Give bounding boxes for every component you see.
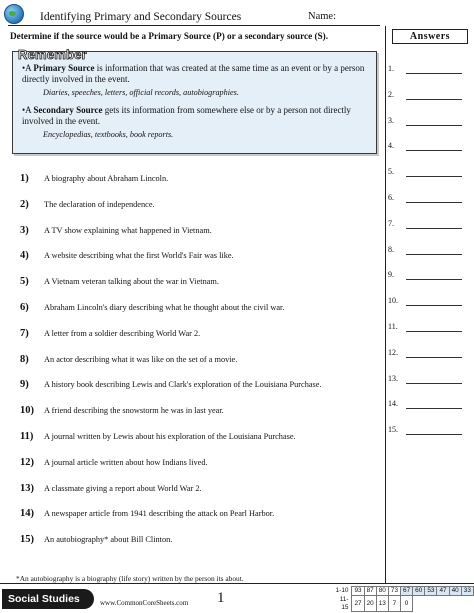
score-range: 11-15 [339,595,349,611]
score-cell: 47 [437,587,449,596]
primary-source-examples: Diaries, speeches, letters, official records, autobiographies. [43,88,239,97]
question-item [20,302,370,316]
score-cell: 53 [425,587,437,596]
question-number: 1) [20,173,29,184]
answer-row [388,296,470,306]
secondary-source-term: Secondary Source [33,105,103,115]
question-text: A classmate giving a report about World War 2. [44,483,202,493]
score-table [334,586,474,612]
question-text: A history book describing Lewis and Clark's exploration of the Louisiana Purchase. [44,380,322,390]
answer-blank[interactable] [406,125,462,126]
answer-row [388,167,470,177]
website-link[interactable]: www.CommonCoreSheets.com [100,599,189,607]
score-cell: 87 [364,587,376,596]
question-number: 4) [20,250,29,262]
score-cell: 7 [388,596,400,612]
question-item [20,405,370,419]
answer-number: 4. [388,141,394,151]
question-text: A journal written by Lewis about his exploration of the Louisiana Purchase. [44,432,296,441]
score-cell: 20 [364,596,376,612]
question-item [20,354,370,368]
question-text: A Vietnam veteran talking about the war in Vietnam. [44,277,219,287]
secondary-source-definition: •A Secondary Source gets its information from somewhere else or by a person not directly involved in the event. [22,105,351,126]
header-divider [8,25,380,26]
answer-row [388,90,470,100]
score-cell: 93 [352,587,364,596]
remember-title: Remember [18,47,87,62]
answer-row [388,245,470,255]
question-text: An actor describing what it was like on the set of a movie. [44,354,238,364]
question-item [20,225,370,239]
question-text: An autobiography* about Bill Clinton. [44,535,173,545]
question-item [20,173,370,187]
score-cell: 60 [413,587,425,596]
answer-number: 9. [388,270,394,280]
secondary-source-examples: Encyclopedias, textbooks, book reports. [43,130,174,139]
answer-number: 1. [388,64,394,73]
question-number: 15) [20,534,34,546]
remember-box [12,47,377,154]
answer-row [388,193,470,203]
question-item [20,199,370,213]
answer-blank[interactable] [406,434,462,435]
question-text: A letter from a soldier describing World War 2. [44,328,201,338]
question-text: A website describing what the first World's Fair was like. [44,251,234,261]
question-text: A friend describing the snowstorm he was in last year. [44,406,224,416]
answer-blank[interactable] [406,383,462,384]
answer-number: 5. [388,167,394,177]
name-label: Name: [308,11,336,22]
answer-row [388,374,470,384]
answer-blank[interactable] [406,279,462,280]
score-cell: 40 [449,587,461,596]
question-item [20,483,370,497]
question-item [20,276,370,290]
question-item [20,457,370,471]
question-number: 2) [20,198,29,210]
question-item [20,534,370,548]
question-text: A newspaper article from 1941 describing the attack on Pearl Harbor. [44,509,275,519]
question-number: 9) [20,379,29,391]
answer-number: 15. [388,425,398,435]
score-row [334,596,474,612]
score-cell: 27 [352,596,364,612]
answer-blank[interactable] [406,202,462,203]
answer-row [388,425,470,435]
answer-row [388,219,470,229]
question-item [20,431,370,445]
answer-row [388,322,470,332]
question-item [20,379,370,393]
question-number: 10) [20,405,34,417]
primary-source-term: Primary Source [33,63,95,73]
score-cell: 80 [376,587,388,596]
answers-heading: Answers [392,29,468,44]
answer-number: 8. [388,244,394,254]
answer-number: 6. [388,193,394,202]
worksheet-title: Identifying Primary and Secondary Sources [40,11,242,23]
subject-badge: Social Studies [2,589,94,609]
answer-row [388,116,470,126]
answer-number: 2. [388,89,394,99]
answer-blank[interactable] [406,228,462,229]
question-text: A journal article written about how Indians lived. [44,457,208,467]
question-text: A TV show explaining what happened in Vietnam. [44,225,212,235]
question-item [20,250,370,264]
score-cell: 33 [461,587,473,596]
question-text: A biography about Abraham Lincoln. [44,174,169,183]
score-cell: 13 [376,596,388,612]
answer-row [388,399,470,409]
score-cell: 67 [401,587,413,596]
question-number: 8) [20,353,29,365]
answer-blank[interactable] [406,150,462,151]
question-item [20,508,370,522]
globe-icon [4,4,24,24]
answer-row [388,64,470,74]
question-text: The declaration of independence. [44,199,155,209]
answer-row [388,270,470,280]
answer-number: 12. [388,347,398,357]
answer-number: 11. [388,322,398,331]
answer-row [388,348,470,358]
score-cell: 73 [388,587,400,596]
question-number: 3) [20,224,29,236]
instructions: Determine if the source would be a Primary Source (P) or a secondary source (S). [10,31,329,41]
answer-blank[interactable] [406,254,462,255]
score-cell: 0 [401,596,413,612]
answer-blank[interactable] [406,357,462,358]
question-number: 12) [20,456,34,468]
answer-blank[interactable] [406,176,462,177]
question-number: 14) [20,508,34,520]
answer-blank[interactable] [406,408,462,409]
answer-number: 7. [388,218,394,228]
answer-blank[interactable] [406,331,462,332]
question-number: 7) [20,327,29,339]
question-number: 11) [20,431,34,442]
answer-blank[interactable] [406,73,462,74]
question-item [20,328,370,342]
answer-number: 13. [388,373,398,383]
answer-blank[interactable] [406,305,462,306]
score-row [334,587,474,596]
primary-source-definition: •A Primary Source is information that was created at the same time as an event or by a person directly involved in the event. [22,63,365,84]
question-number: 5) [20,276,29,288]
footnote: *An autobiography is a biography (life story) written by the person its about. [16,574,244,583]
answer-number: 10. [388,296,398,306]
page-number: 1 [217,590,225,606]
question-text: Abraham Lincoln's diary describing what he thought about the civil war. [44,303,285,312]
answer-number: 3. [388,115,394,125]
answer-number: 14. [388,399,398,409]
answer-row [388,141,470,151]
score-range: 1-10 [335,587,349,594]
answer-blank[interactable] [406,99,462,100]
question-number: 6) [20,302,29,313]
question-number: 13) [20,482,34,494]
footer-divider [0,583,474,584]
